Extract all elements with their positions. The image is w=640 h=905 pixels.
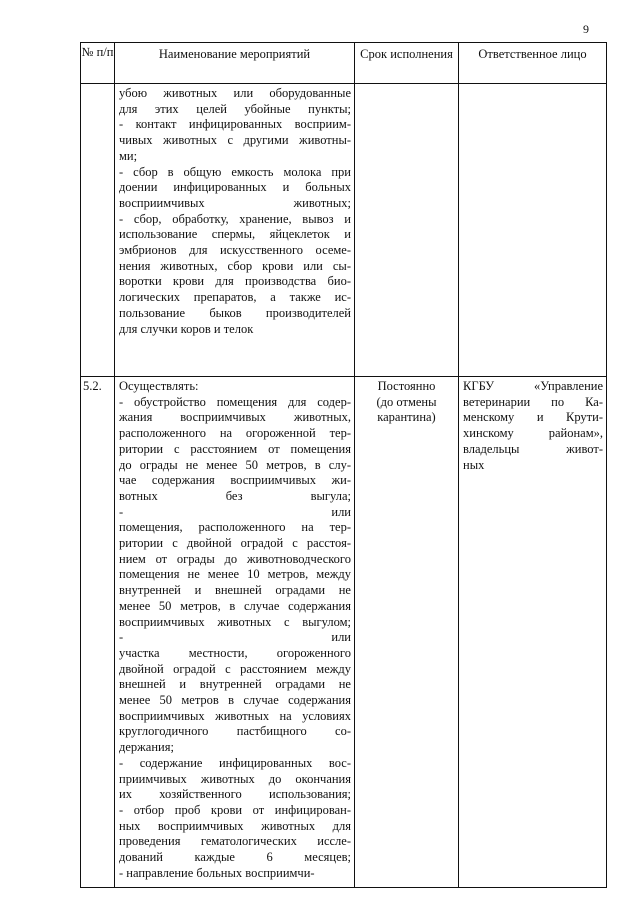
text-line: - обустройство помещения для содер- bbox=[119, 394, 351, 409]
text-line: менскому и Крути- bbox=[463, 410, 603, 425]
text-line: - сбор, обработку, хранение, вывоз и bbox=[119, 211, 351, 226]
text-line: убою животных или оборудованные bbox=[119, 86, 351, 100]
text-line: логических препаратов, а также ис- bbox=[119, 290, 351, 305]
text-line: двойной оградой с расстоянием между bbox=[119, 661, 351, 676]
table-row bbox=[81, 377, 607, 888]
text-line: расположенного на огороженной тер- bbox=[119, 426, 351, 441]
text-line: - или bbox=[119, 504, 351, 519]
text-line: нения животных, сбор крови или сы- bbox=[119, 258, 351, 273]
text-line: эмбрионов для искусственного осеме- bbox=[119, 243, 351, 258]
table-row bbox=[81, 84, 607, 377]
term-cell bbox=[355, 377, 459, 888]
table-header-row bbox=[81, 43, 607, 84]
text-line: помещения, расположенного на тер- bbox=[119, 520, 351, 535]
text-line: восприимчивых животных; bbox=[119, 195, 351, 210]
text-line: до ограды не менее 50 метров, в слу- bbox=[119, 457, 351, 472]
text-line: держания; bbox=[119, 740, 174, 755]
text-line: - или bbox=[119, 630, 351, 645]
text-line: нием от ограды до животноводческого bbox=[119, 551, 351, 566]
text-line: менее 50 метров, в случае содержания bbox=[119, 598, 351, 613]
text-line: - направление больных восприимчи- bbox=[119, 865, 315, 880]
text-line: участка местности, огороженного bbox=[119, 645, 351, 660]
measure-text bbox=[115, 377, 355, 888]
text-line: ных восприимчивых животных для bbox=[119, 818, 351, 833]
text-line: воротки крови для производства био- bbox=[119, 274, 351, 289]
text-line: чае содержания восприимчивых жи- bbox=[119, 473, 351, 488]
text-line: доении инфицированных и больных bbox=[119, 180, 351, 195]
responsible-cell bbox=[459, 84, 607, 377]
text-line: их хозяйственного использования; bbox=[119, 787, 351, 802]
text-line: - отбор проб крови от инфицирован- bbox=[119, 802, 351, 817]
text-line: восприимчивых животных на условиях bbox=[119, 708, 351, 723]
text-line: ных bbox=[463, 457, 485, 472]
text-line: хинскому районам», bbox=[463, 426, 603, 441]
text-line: внешней и внутренней оградами не bbox=[119, 677, 351, 692]
row-number bbox=[81, 84, 115, 377]
header-num: № п/п bbox=[81, 43, 115, 84]
text-line: ми; bbox=[119, 148, 138, 163]
text-line: (до отмены bbox=[376, 394, 437, 409]
row-number: 5.2. bbox=[81, 377, 115, 888]
page-number: 9 bbox=[583, 22, 589, 36]
text-line: использование спермы, яйцеклеток и bbox=[119, 227, 351, 242]
header-name: Наименование мероприятий bbox=[115, 43, 355, 84]
text-line: вотных без выгула; bbox=[119, 488, 351, 503]
text-line: карантина) bbox=[377, 410, 436, 425]
text-line: проведения гематологических иссле- bbox=[119, 834, 351, 849]
text-line: для этих целей убойные пункты; bbox=[119, 101, 351, 116]
text-line: ритории с расстоянием от помещения bbox=[119, 441, 351, 456]
text-line: - содержание инфицированных вос- bbox=[119, 755, 351, 770]
text-line: приимчивых животных до окончания bbox=[119, 771, 351, 786]
text-line: Осуществлять: bbox=[119, 379, 199, 393]
term-cell bbox=[355, 84, 459, 377]
text-line: Постоянно bbox=[377, 379, 436, 393]
text-line: помещения не менее 10 метров, между bbox=[119, 567, 351, 582]
text-line: - сбор в общую емкость молока при bbox=[119, 164, 351, 179]
text-line: КГБУ «Управление bbox=[463, 379, 603, 393]
text-line: для случки коров и телок bbox=[119, 321, 254, 336]
text-line: владельцы живот- bbox=[463, 441, 603, 456]
text-line: внутренней и внешней оградами не bbox=[119, 583, 351, 598]
measure-text bbox=[115, 84, 355, 377]
text-line: ветеринарии по Ка- bbox=[463, 394, 603, 409]
measures-table bbox=[80, 42, 607, 888]
text-line: - контакт инфицированных восприим- bbox=[119, 117, 351, 132]
text-line: пользование быков производителей bbox=[119, 305, 351, 320]
text-line: ритории с двойной оградой с расстоя- bbox=[119, 536, 351, 551]
header-term: Срок исполнения bbox=[355, 43, 459, 84]
text-line: восприимчивых животных с выгулом; bbox=[119, 614, 351, 629]
text-line: дований каждые 6 месяцев; bbox=[119, 850, 351, 865]
text-line: круглогодичного пастбищного со- bbox=[119, 724, 351, 739]
responsible-cell bbox=[459, 377, 607, 888]
text-line: жания восприимчивых животных, bbox=[119, 410, 351, 425]
header-responsible: Ответственное лицо bbox=[459, 43, 607, 84]
text-line: менее 50 метров в случае содержания bbox=[119, 693, 351, 708]
text-line: чивых животных с другими животны- bbox=[119, 133, 351, 148]
